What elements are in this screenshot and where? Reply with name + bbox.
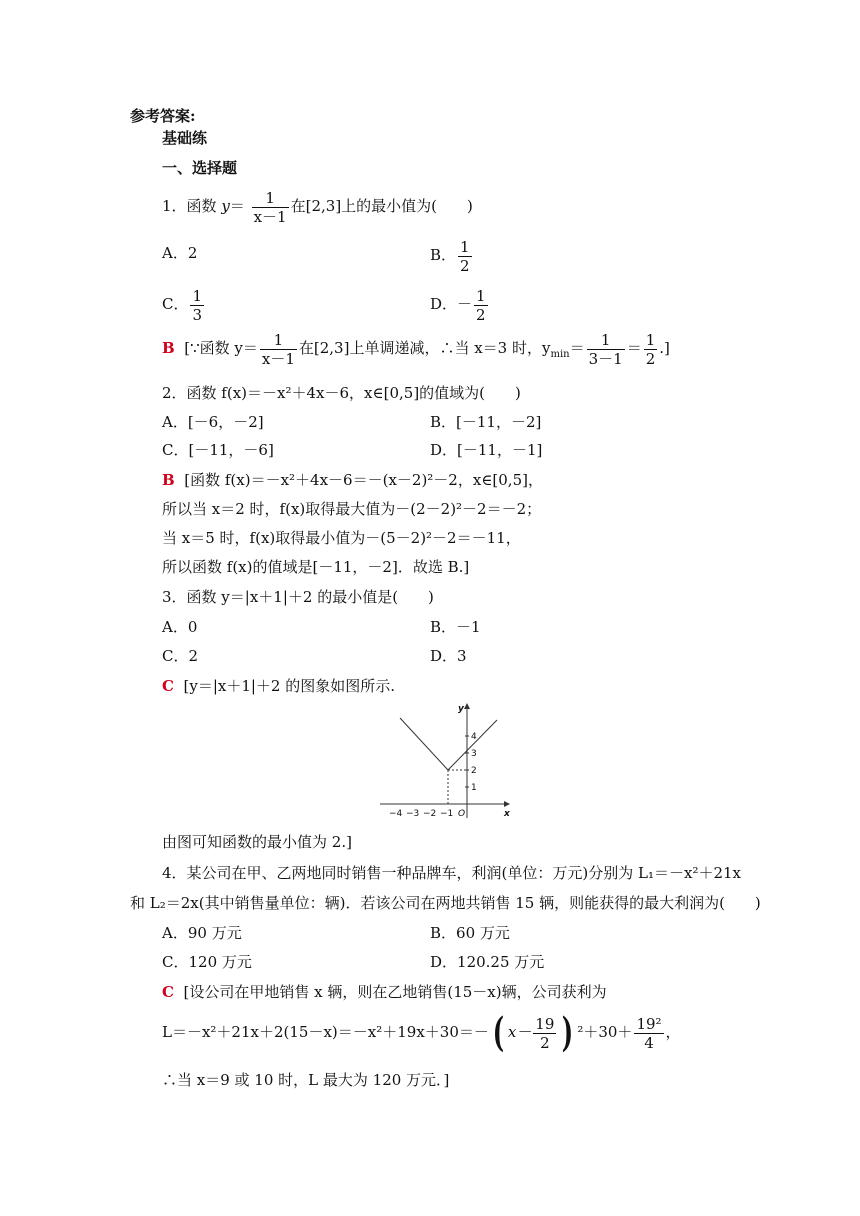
y-tick-label: 2	[471, 766, 477, 776]
x-axis-arrow	[504, 801, 510, 807]
q4-stem-2: 和 L₂＝2x(其中销售量单位：辆)．若该公司在两地共销售 15 辆，则能获得的最大利润为( )	[130, 894, 761, 912]
q2-option-a: A．[－6，－2]	[162, 413, 264, 431]
y-axis-arrow	[464, 703, 470, 709]
q1-option-a: A．2	[162, 244, 198, 262]
origin-label: O	[458, 809, 466, 819]
q3-stem: 3．函数 y＝|x＋1|＋2 的最小值是( )	[162, 588, 434, 606]
y-tick-label: 3	[471, 749, 477, 759]
x-tick-label: −4	[389, 809, 403, 819]
q4-stem-1: 4．某公司在甲、乙两地同时销售一种品牌车，利润(单位：万元)分别为 L₁＝－x²＋21x	[162, 864, 742, 882]
q1-stem: 1．函数 y＝ $\frac{1}{x-1}$ 在[2,3]上的最小值为( )	[162, 188, 473, 226]
x-tick-label: −3	[406, 809, 420, 819]
q2-stem: 2．函数 f(x)＝－x²＋4x－6，x∈[0,5]的值域为( )	[162, 384, 521, 402]
q2-option-d: D．[－11，－1]	[430, 441, 543, 459]
q2-solution-3: 当 x＝5 时，f(x)取得最小值为－(5－2)²－2＝－11，	[162, 529, 521, 547]
y-tick-label: 1	[471, 783, 477, 793]
q4-solution-3: ∴当 x＝9 或 10 时，L 最大为 120 万元．]	[162, 1071, 450, 1089]
q4-solution-1: C [设公司在甲地销售 x 辆，则在乙地销售(15－x)辆，公司获利为	[162, 983, 607, 1001]
q4-option-a: A．90 万元	[162, 924, 242, 942]
answers-title: 参考答案:	[130, 107, 196, 125]
q2-solution-1: B [函数 f(x)＝－x²＋4x－6＝－(x－2)²－2，x∈[0,5]，	[162, 471, 543, 489]
q4-option-d: D．120.25 万元	[430, 953, 545, 971]
x-tick-label: −1	[440, 809, 454, 819]
q3-option-a: A．0	[162, 618, 198, 636]
q3-option-d: D．3	[430, 647, 467, 665]
q2-option-c: C．[－11，－6]	[162, 441, 274, 459]
q3-option-c: C．2	[162, 647, 199, 665]
abs-value-graph	[376, 700, 516, 824]
q3-option-b: B．－1	[430, 618, 481, 636]
q3-solution-1: C [y＝|x＋1|＋2 的图象如图所示.	[162, 677, 396, 695]
x-tick-label: −2	[423, 809, 437, 819]
q1-option-d: D．－ $\frac{1}{2}$	[430, 286, 486, 324]
q2-solution-4: 所以函数 f(x)的值域是[－11，－2]．故选 B.]	[162, 558, 470, 576]
q1-solution: B [∵函数 y＝ $\frac{1}{x-1}$ 在[2,3]上单调递减，∴当 x＝3 时，$y_{min}=$ $\frac{1}{3-1}$ ＝ $\frac{1}{2}$ .]	[162, 330, 670, 368]
section-title: 基础练	[162, 129, 208, 147]
q2-option-b: B．[－11，－2]	[430, 413, 542, 431]
q1-option-b: B． $\frac{1}{2}$	[430, 237, 470, 275]
q4-option-c: C．120 万元	[162, 953, 252, 971]
q4-option-b: B．60 万元	[430, 924, 510, 942]
q4-solution-2: L＝－x²＋21x＋2(15－x)＝－x²＋19x＋30＝－( x－ $\frac{19}{2}$ ) ²＋30＋ $\frac{\text{19²}}{4}$ ，	[162, 1009, 681, 1056]
part-title: 一、选择题	[162, 159, 238, 177]
function-curve	[400, 718, 497, 770]
y-tick-label: 4	[471, 732, 477, 742]
q3-solution-2: 由图可知函数的最小值为 2.]	[162, 833, 352, 851]
x-axis-label: x	[504, 809, 510, 819]
q1-option-c: C． $\frac{1}{3}$	[162, 286, 203, 324]
y-axis-label: y	[458, 704, 464, 714]
q2-solution-2: 所以当 x＝2 时，f(x)取得最大值为－(2－2)²－2＝－2；	[162, 500, 542, 518]
